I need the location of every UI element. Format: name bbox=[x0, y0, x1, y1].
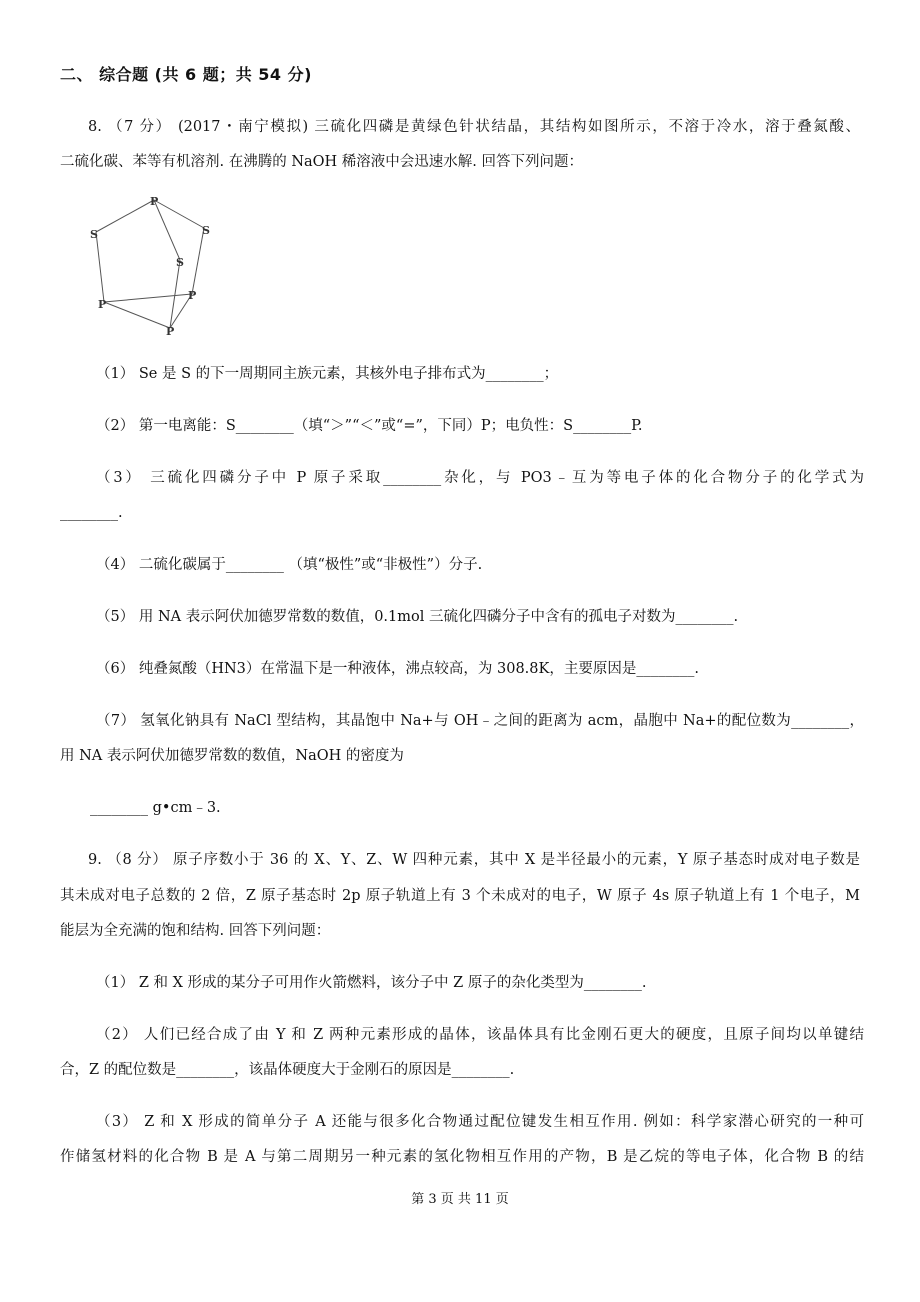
q8-part-7-cont: 用 NA 表示阿伏加德罗常数的数值，NaOH 的密度为 bbox=[60, 748, 404, 764]
q8-stem-line2: 二硫化碳、苯等有机溶剂. 在沸腾的 NaOH 稀溶液中会迅速水解. 回答下列问题： bbox=[60, 154, 584, 170]
q8-part-6: （6） 纯叠氮酸（HN3）在常温下是一种液体，沸点较高，为 308.8K，主要原因是________. bbox=[96, 661, 699, 677]
q8-part-4: （4） 二硫化碳属于________ （填“极性”或“非极性”）分子. bbox=[96, 557, 483, 573]
q9-part-1: （1） Z 和 X 形成的某分子可用作火箭燃料，该分子中 Z 原子的杂化类型为________. bbox=[96, 975, 647, 991]
atom-label: S bbox=[202, 224, 210, 237]
atom-label: S bbox=[176, 256, 184, 269]
q9-stem-line2: 其未成对电子总数的 2 倍，Z 原子基态时 2p 原子轨道上有 3 个未成对的电子，W 原子 4s 原子轨道上有 1 个电子，M bbox=[60, 888, 860, 904]
q8-part-5: （5） 用 NA 表示阿伏加德罗常数的数值，0.1mol 三硫化四磷分子中含有的孤电子对数为________. bbox=[96, 609, 739, 625]
p4s3-structure-diagram bbox=[82, 188, 222, 348]
q8-part-3: （3） 三硫化四磷分子中 P 原子采取________杂化，与 PO3﹣互为等电子体的化合物分子的化学式为 bbox=[96, 470, 864, 486]
bond bbox=[192, 228, 204, 294]
q8-part-2: （2） 第一电离能：S________（填“＞”“＜”或“=”，下同）P；电负性：S________P. bbox=[96, 418, 643, 434]
bond bbox=[104, 302, 170, 328]
q9-part-2-cont: 合，Z 的配位数是________，该晶体硬度大于金刚石的原因是________. bbox=[60, 1062, 515, 1078]
bond bbox=[154, 200, 204, 228]
atom-label: P bbox=[150, 195, 159, 208]
section-title: 二、 综合题 (共 6 题；共 54 分) bbox=[60, 65, 312, 84]
q8-part-7: （7） 氢氧化钠具有 NaCl 型结构，其晶饱中 Na+与 OH﹣之间的距离为 acm，晶胞中 Na+的配位数为________， bbox=[96, 713, 864, 729]
q8-part-7-answer: ________ g•cm﹣3. bbox=[90, 800, 221, 816]
atom-label: P bbox=[188, 289, 197, 302]
q9-stem-line3: 能层为全充满的饱和结构. 回答下列问题： bbox=[60, 923, 331, 939]
atom-label: P bbox=[166, 325, 175, 338]
bond bbox=[104, 294, 192, 302]
page-footer: 第 3 页 共 11 页 bbox=[411, 1192, 509, 1207]
bond bbox=[170, 260, 180, 328]
bond bbox=[96, 232, 104, 302]
q8-part-3-cont: ________. bbox=[60, 505, 123, 521]
q9-part-3: （3） Z 和 X 形成的简单分子 A 还能与很多化合物通过配位键发生相互作用. 例如：科学家潜心研究的一种可 bbox=[96, 1114, 864, 1130]
atom-label: P bbox=[98, 298, 107, 311]
q9-part-3-cont: 作储氢材料的化合物 B 是 A 与第二周期另一种元素的氢化物相互作用的产物，B 是乙烷的等电子体，化合物 B 的结 bbox=[60, 1149, 864, 1165]
bond bbox=[154, 200, 180, 260]
q8-part-1: （1） Se 是 S 的下一周期同主族元素，其核外电子排布式为________； bbox=[96, 366, 559, 382]
atom-label: S bbox=[90, 228, 98, 241]
q9-stem-line1: 9. （8 分） 原子序数小于 36 的 X、Y、Z、W 四种元素，其中 X 是半径最小的元素，Y 原子基态时成对电子数是 bbox=[88, 852, 860, 868]
bond bbox=[96, 200, 154, 232]
q9-part-2: （2） 人们已经合成了由 Y 和 Z 两种元素形成的晶体，该晶体具有比金刚石更大的硬度，且原子间均以单键结 bbox=[96, 1027, 864, 1043]
q8-stem-line1: 8. （7 分） (2017・南宁模拟) 三硫化四磷是黄绿色针状结晶，其结构如图所示，不溶于冷水，溶于叠氮酸、 bbox=[88, 119, 860, 135]
